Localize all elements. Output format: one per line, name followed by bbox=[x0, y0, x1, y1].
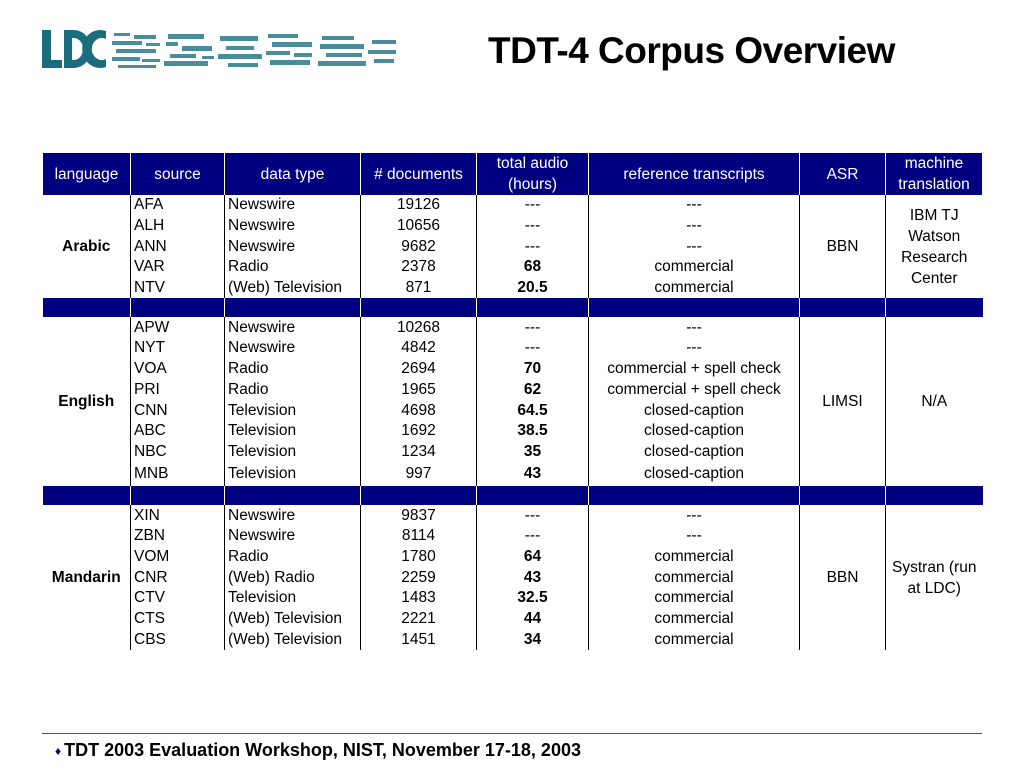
documents-cell: 2259 bbox=[361, 567, 477, 588]
reference-transcripts-cell: --- bbox=[589, 195, 800, 216]
data-type-cell: Radio bbox=[225, 380, 361, 401]
source-cell: CTV bbox=[131, 588, 225, 609]
audio-hours-cell: 34 bbox=[477, 629, 589, 650]
data-type-cell: Newswire bbox=[225, 338, 361, 359]
reference-transcripts-cell: commercial bbox=[589, 257, 800, 278]
reference-transcripts-cell: commercial bbox=[589, 588, 800, 609]
audio-hours-cell: --- bbox=[477, 526, 589, 547]
audio-hours-cell: --- bbox=[477, 338, 589, 359]
source-cell: NTV bbox=[131, 278, 225, 299]
audio-hours-cell: --- bbox=[477, 195, 589, 216]
header-source: source bbox=[131, 153, 225, 195]
language-cell: English bbox=[43, 317, 131, 486]
source-cell: VAR bbox=[131, 257, 225, 278]
separator-cell bbox=[131, 486, 225, 505]
reference-transcripts-cell: closed-caption bbox=[589, 400, 800, 421]
documents-cell: 8114 bbox=[361, 526, 477, 547]
separator-cell bbox=[361, 486, 477, 505]
table-header-row bbox=[43, 153, 983, 195]
source-cell: ANN bbox=[131, 236, 225, 257]
source-cell: PRI bbox=[131, 380, 225, 401]
audio-hours-cell: --- bbox=[477, 216, 589, 237]
reference-transcripts-cell: commercial + spell check bbox=[589, 359, 800, 380]
data-type-cell: (Web) Radio bbox=[225, 567, 361, 588]
separator-cell bbox=[477, 298, 589, 317]
header-mt-line2: translation bbox=[898, 176, 970, 193]
machine-translation-cell: IBM TJ Watson Research Center bbox=[886, 195, 983, 298]
header-asr: ASR bbox=[800, 153, 886, 195]
documents-cell: 871 bbox=[361, 278, 477, 299]
footer-text: TDT 2003 Evaluation Workshop, NIST, November 17-18, 2003 bbox=[64, 740, 581, 760]
data-type-cell: Radio bbox=[225, 257, 361, 278]
separator-cell bbox=[477, 486, 589, 505]
separator-cell bbox=[225, 298, 361, 317]
source-cell: MNB bbox=[131, 462, 225, 486]
data-type-cell: (Web) Television bbox=[225, 609, 361, 630]
documents-cell: 10268 bbox=[361, 317, 477, 338]
reference-transcripts-cell: commercial bbox=[589, 629, 800, 650]
header-reference-transcripts: reference transcripts bbox=[589, 153, 800, 195]
documents-cell: 997 bbox=[361, 462, 477, 486]
source-cell: XIN bbox=[131, 505, 225, 526]
source-cell: CBS bbox=[131, 629, 225, 650]
source-cell: ABC bbox=[131, 421, 225, 442]
header-language: language bbox=[43, 153, 131, 195]
separator-cell bbox=[800, 298, 886, 317]
data-type-cell: Television bbox=[225, 462, 361, 486]
reference-transcripts-cell: --- bbox=[589, 216, 800, 237]
data-type-cell: Newswire bbox=[225, 526, 361, 547]
source-cell: APW bbox=[131, 317, 225, 338]
asr-cell: LIMSI bbox=[800, 317, 886, 486]
reference-transcripts-cell: closed-caption bbox=[589, 442, 800, 463]
audio-hours-cell: 43 bbox=[477, 462, 589, 486]
language-cell: Mandarin bbox=[43, 505, 131, 650]
header-machine-translation bbox=[886, 153, 983, 195]
group-separator bbox=[43, 486, 983, 505]
source-cell: CNR bbox=[131, 567, 225, 588]
documents-cell: 2694 bbox=[361, 359, 477, 380]
header-total-audio-line2: (hours) bbox=[507, 176, 558, 193]
reference-transcripts-cell: commercial bbox=[589, 567, 800, 588]
reference-transcripts-cell: --- bbox=[589, 317, 800, 338]
asr-cell: BBN bbox=[800, 505, 886, 650]
reference-transcripts-cell: closed-caption bbox=[589, 462, 800, 486]
audio-hours-cell: 20.5 bbox=[477, 278, 589, 299]
audio-hours-cell: --- bbox=[477, 317, 589, 338]
reference-transcripts-cell: --- bbox=[589, 338, 800, 359]
data-type-cell: Television bbox=[225, 588, 361, 609]
documents-cell: 1692 bbox=[361, 421, 477, 442]
audio-hours-cell: 44 bbox=[477, 609, 589, 630]
data-type-cell: Television bbox=[225, 442, 361, 463]
source-cell: CTS bbox=[131, 609, 225, 630]
header-documents: # documents bbox=[361, 153, 477, 195]
documents-cell: 1483 bbox=[361, 588, 477, 609]
data-type-cell: Newswire bbox=[225, 195, 361, 216]
audio-hours-cell: 43 bbox=[477, 567, 589, 588]
data-type-cell: Radio bbox=[225, 547, 361, 568]
separator-cell bbox=[800, 486, 886, 505]
audio-hours-cell: 62 bbox=[477, 380, 589, 401]
documents-cell: 2221 bbox=[361, 609, 477, 630]
data-type-cell: Newswire bbox=[225, 317, 361, 338]
documents-cell: 1780 bbox=[361, 547, 477, 568]
reference-transcripts-cell: --- bbox=[589, 236, 800, 257]
machine-translation-cell: Systran (run at LDC) bbox=[886, 505, 983, 650]
source-cell: VOA bbox=[131, 359, 225, 380]
data-type-cell: Newswire bbox=[225, 216, 361, 237]
source-cell: CNN bbox=[131, 400, 225, 421]
reference-transcripts-cell: --- bbox=[589, 526, 800, 547]
separator-cell bbox=[886, 298, 983, 317]
group-separator bbox=[43, 298, 983, 317]
separator-cell bbox=[43, 298, 131, 317]
audio-hours-cell: 38.5 bbox=[477, 421, 589, 442]
table-row bbox=[43, 317, 983, 338]
slide-title: TDT-4 Corpus Overview bbox=[488, 30, 895, 71]
separator-cell bbox=[589, 298, 800, 317]
table-row bbox=[43, 505, 983, 526]
separator-cell bbox=[131, 298, 225, 317]
ldc-logo bbox=[42, 28, 397, 72]
source-cell: NYT bbox=[131, 338, 225, 359]
data-type-cell: Radio bbox=[225, 359, 361, 380]
audio-hours-cell: 32.5 bbox=[477, 588, 589, 609]
reference-transcripts-cell: commercial bbox=[589, 609, 800, 630]
audio-hours-cell: --- bbox=[477, 236, 589, 257]
header-total-audio bbox=[477, 153, 589, 195]
documents-cell: 1234 bbox=[361, 442, 477, 463]
separator-cell bbox=[589, 486, 800, 505]
reference-transcripts-cell: closed-caption bbox=[589, 421, 800, 442]
footer-divider bbox=[42, 733, 982, 734]
documents-cell: 4842 bbox=[361, 338, 477, 359]
audio-hours-cell: 70 bbox=[477, 359, 589, 380]
header-data-type: data type bbox=[225, 153, 361, 195]
table-body bbox=[43, 195, 983, 650]
data-type-cell: Newswire bbox=[225, 505, 361, 526]
source-cell: VOM bbox=[131, 547, 225, 568]
audio-hours-cell: --- bbox=[477, 505, 589, 526]
machine-translation-cell: N/A bbox=[886, 317, 983, 486]
asr-cell: BBN bbox=[800, 195, 886, 298]
documents-cell: 2378 bbox=[361, 257, 477, 278]
source-cell: ALH bbox=[131, 216, 225, 237]
data-type-cell: (Web) Television bbox=[225, 278, 361, 299]
data-type-cell: Newswire bbox=[225, 236, 361, 257]
reference-transcripts-cell: commercial + spell check bbox=[589, 380, 800, 401]
audio-hours-cell: 64 bbox=[477, 547, 589, 568]
footer bbox=[55, 740, 581, 761]
table-row bbox=[43, 195, 983, 216]
documents-cell: 4698 bbox=[361, 400, 477, 421]
data-type-cell: (Web) Television bbox=[225, 629, 361, 650]
source-cell: ZBN bbox=[131, 526, 225, 547]
separator-cell bbox=[361, 298, 477, 317]
language-cell: Arabic bbox=[43, 195, 131, 298]
documents-cell: 9837 bbox=[361, 505, 477, 526]
data-type-cell: Television bbox=[225, 421, 361, 442]
data-type-cell: Television bbox=[225, 400, 361, 421]
separator-cell bbox=[886, 486, 983, 505]
documents-cell: 10656 bbox=[361, 216, 477, 237]
source-cell: AFA bbox=[131, 195, 225, 216]
audio-hours-cell: 35 bbox=[477, 442, 589, 463]
source-cell: NBC bbox=[131, 442, 225, 463]
documents-cell: 19126 bbox=[361, 195, 477, 216]
diamond-icon: ♦ bbox=[55, 744, 62, 758]
header-mt-line1: machine bbox=[904, 155, 964, 172]
reference-transcripts-cell: --- bbox=[589, 505, 800, 526]
reference-transcripts-cell: commercial bbox=[589, 278, 800, 299]
header-total-audio-line1: total audio bbox=[496, 155, 569, 172]
documents-cell: 1451 bbox=[361, 629, 477, 650]
separator-cell bbox=[225, 486, 361, 505]
documents-cell: 9682 bbox=[361, 236, 477, 257]
documents-cell: 1965 bbox=[361, 380, 477, 401]
audio-hours-cell: 64.5 bbox=[477, 400, 589, 421]
reference-transcripts-cell: commercial bbox=[589, 547, 800, 568]
separator-cell bbox=[43, 486, 131, 505]
corpus-table-container bbox=[42, 153, 982, 650]
corpus-table bbox=[42, 153, 983, 650]
audio-hours-cell: 68 bbox=[477, 257, 589, 278]
